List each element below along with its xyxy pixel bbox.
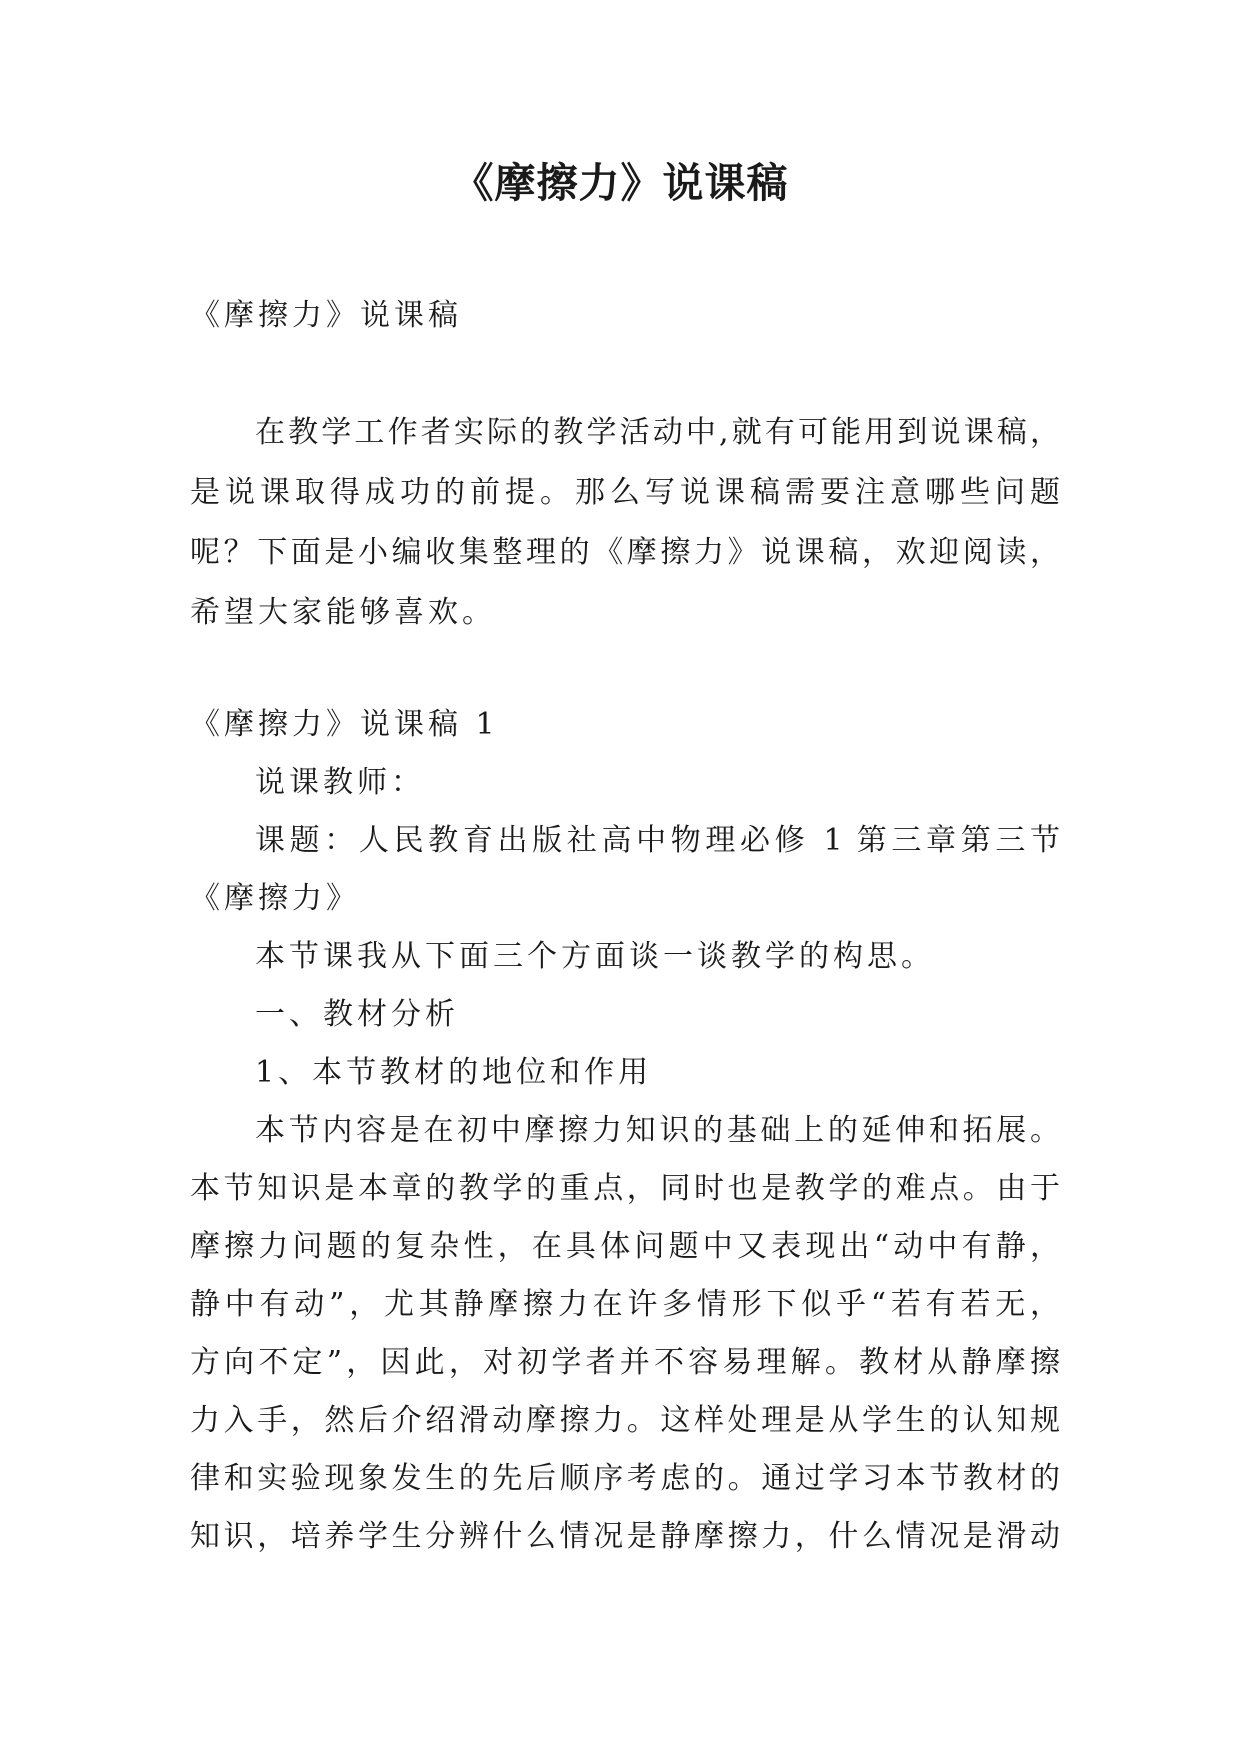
intro-line-3: 呢？下面是小编收集整理的《摩擦力》说课稿，欢迎阅读， (190, 535, 1060, 570)
overview-line: 本节课我从下面三个方面谈一谈教学的构思。 (255, 939, 935, 974)
intro-line-1: 在教学工作者实际的教学活动中,就有可能用到说课稿， (255, 415, 1060, 450)
topic-line-1: 课题：人民教育出版社高中物理必修 1 第三章第三节 (255, 823, 1060, 858)
body-line-8: 知识，培养学生分辨什么情况是静摩擦力，什么情况是滑动 (190, 1519, 1060, 1554)
body-line-1: 本节内容是在初中摩擦力知识的基础上的延伸和拓展。 (255, 1113, 1060, 1148)
body-line-4: 静中有动”，尤其静摩擦力在许多情形下似乎“若有若无， (190, 1287, 1060, 1322)
document-subtitle: 《摩擦力》说课稿 (190, 298, 462, 333)
intro-line-2: 是说课取得成功的前提。那么写说课稿需要注意哪些问题 (190, 475, 1060, 510)
intro-line-4: 希望大家能够喜欢。 (190, 595, 496, 630)
body-line-5: 方向不定”，因此，对初学者并不容易理解。教材从静摩擦 (190, 1345, 1060, 1380)
teacher-label: 说课教师： (255, 765, 425, 800)
body-line-2: 本节知识是本章的教学的重点，同时也是教学的难点。由于 (190, 1171, 1060, 1206)
section-heading: 《摩擦力》说课稿 1 (190, 707, 499, 742)
topic-line-2: 《摩擦力》 (190, 881, 360, 916)
body-line-7: 律和实验现象发生的先后顺序考虑的。通过学习本节教材的 (190, 1461, 1060, 1496)
body-line-6: 力入手，然后介绍滑动摩擦力。这样处理是从学生的认知规 (190, 1403, 1060, 1438)
body-line-3: 摩擦力问题的复杂性，在具体问题中又表现出“动中有静， (190, 1229, 1060, 1264)
document-title: 《摩擦力》说课稿 (452, 159, 789, 207)
part1-subheading: 1、本节教材的地位和作用 (255, 1055, 653, 1090)
part1-heading: 一、教材分析 (255, 997, 459, 1032)
